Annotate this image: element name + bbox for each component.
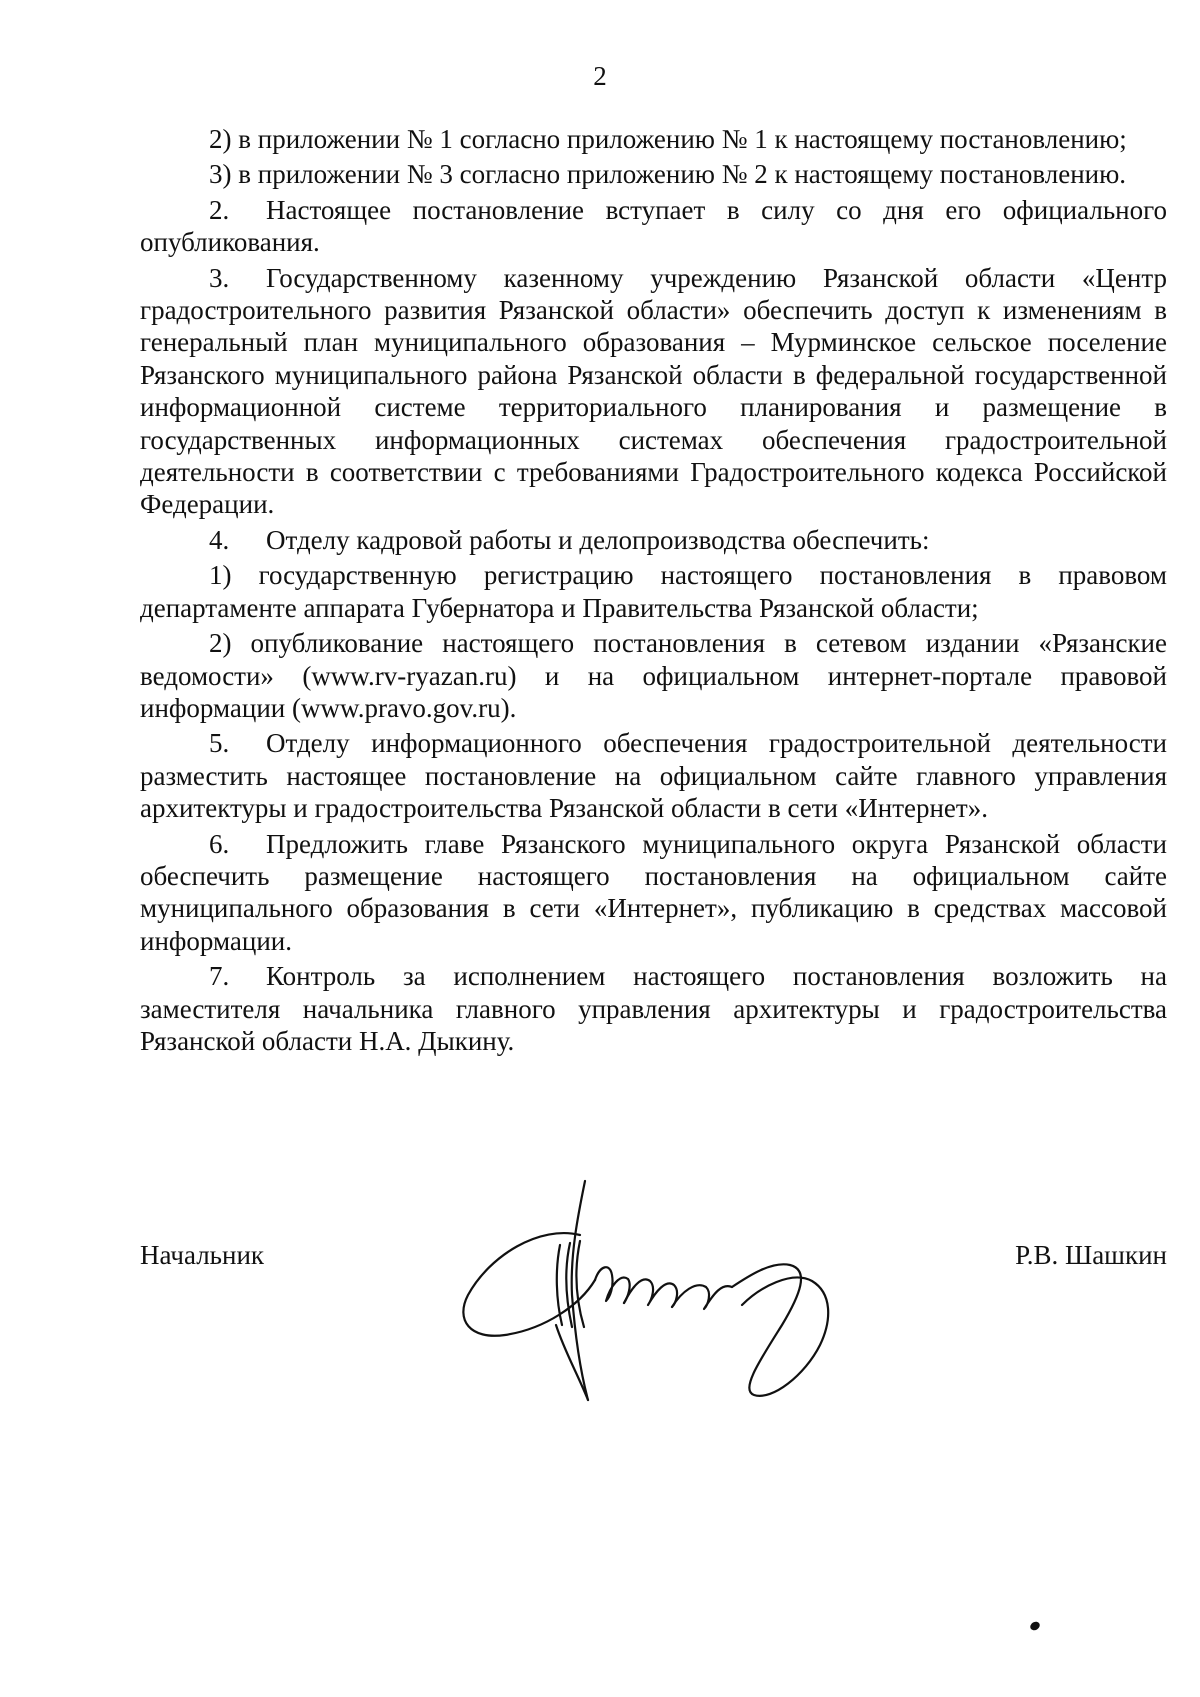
paragraph-number: 3. [209, 262, 230, 293]
stray-ink-dot [1029, 1620, 1042, 1632]
signer-name: Р.В. Шашкин [1015, 1240, 1167, 1270]
paragraph-4-1 [140, 559, 1167, 624]
paragraph-number: 7. [209, 961, 230, 992]
paragraph-number: 4. [209, 524, 230, 555]
paragraph-text: Отделу кадровой работы и делопроизводства обеспечить: [266, 524, 930, 555]
paragraph-text: 2) опубликование настоящего постановления в сетевом издании «Рязанские ведомости» (www.rv-ryazan.ru) и на официальном интернет-портале правовой информации (www.pravo.gov.ru). [140, 628, 1167, 723]
paragraph-2-1 [140, 123, 1167, 155]
paragraph-text: Предложить главе Рязанского муниципального округа Рязанской области обеспечить размещение настоящего постановления на официальном сайте муниципального образования в сети «Интернет», публикацию в средствах массовой информации. [140, 828, 1167, 956]
paragraph-text: Настоящее постановление вступает в силу со дня его официального опубликования. [140, 194, 1167, 258]
paragraph-item-5 [140, 727, 1167, 824]
paragraph-text: Государственному казенному учреждению Рязанской области «Центр градостроительного развития Рязанской области» обеспечить доступ к изменениям в генеральный план муниципального образования – Мурминское сельское поселение Рязанского муниципального района Рязанской области в федеральной государственной информационной системе территориального планирования и размещение в государственных информационных системах обеспечения градостроительной деятельности в соответствии с требованиями Градостроительного кодекса Российской Федерации. [140, 262, 1167, 520]
paragraph-2-3 [140, 158, 1167, 190]
paragraph-item-7 [140, 960, 1167, 1057]
handwritten-signature [460, 1175, 850, 1405]
paragraph-text: 3) в приложении № 3 согласно приложению № 2 к настоящему постановлению. [209, 159, 1127, 190]
signer-position: Начальник [140, 1240, 265, 1270]
paragraph-number: 6. [209, 828, 230, 859]
paragraph-text: Отделу информационного обеспечения градостроительной деятельности разместить настоящее постановление на официальном сайте главного управления архитектуры и градостроительства Рязанской области в сети «Интернет». [140, 728, 1167, 824]
document-body [140, 123, 1167, 1060]
paragraph-item-6 [140, 828, 1167, 958]
paragraph-item-4 [140, 524, 1167, 556]
page-number: 2 [593, 61, 607, 91]
paragraph-text: 2) в приложении № 1 согласно приложению № 1 к настоящему постановлению; [209, 124, 1127, 154]
paragraph-text: 1) государственную регистрацию настоящего постановления в правовом департаменте аппарата Губернатора и Правительства Рязанской области; [140, 560, 1167, 623]
paragraph-item-3 [140, 262, 1167, 521]
paragraph-4-2 [140, 627, 1167, 724]
paragraph-number: 2. [209, 194, 230, 225]
paragraph-item-2 [140, 194, 1167, 259]
paragraph-text: Контроль за исполнением настоящего постановления возложить на заместителя начальника главного управления архитектуры и градостроительства Рязанской области Н.А. Дыкину. [140, 961, 1167, 1056]
paragraph-number: 5. [209, 728, 230, 759]
